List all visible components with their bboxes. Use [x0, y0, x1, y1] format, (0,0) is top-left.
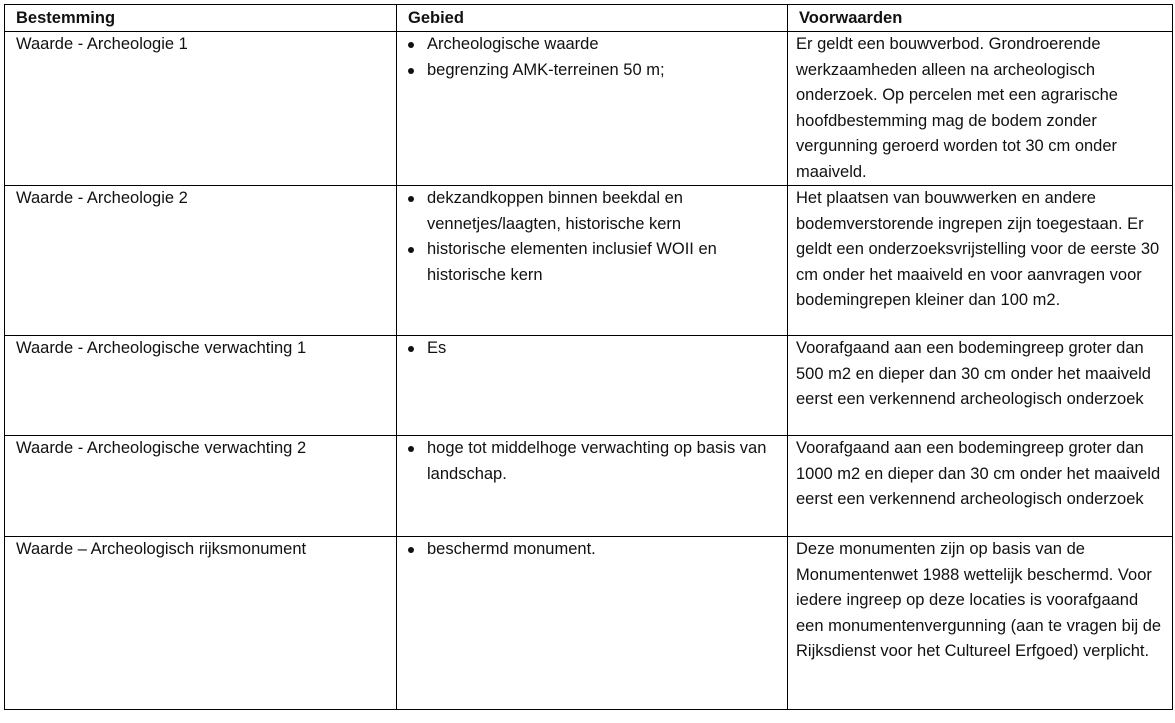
gebied-item: dekzandkoppen binnen beekdal en vennetjes/laagten, historische kern [408, 186, 781, 237]
gebied-item: historische elementen inclusief WOII en historische kern [408, 237, 781, 288]
cell-voorwaarden: Er geldt een bouwverbod. Grondroerende werkzaamheden alleen na archeologisch onderzoek. Op percelen met een agrarische hoofdbestemming mag de bodem zonder vergunning geroerd worden tot 30 cm onder maaiveld. [788, 32, 1173, 186]
header-bestemming: Bestemming [5, 5, 397, 32]
cell-bestemming: Waarde - Archeologische verwachting 2 [5, 436, 397, 537]
cell-gebied [397, 336, 788, 436]
cell-voorwaarden: Het plaatsen van bouwwerken en andere bodemverstorende ingrepen zijn toegestaan. Er geldt een onderzoeksvrijstelling voor de eerste 30 cm onder het maaiveld en voor aanvragen voor bodemingrepen kleiner dan 100 m2. [788, 186, 1173, 336]
bestemmingen-table [4, 4, 1173, 710]
cell-voorwaarden: Deze monumenten zijn op basis van de Monumentenwet 1988 wettelijk beschermd. Voor iedere ingreep op deze locaties is voorafgaand een monumentenvergunning (aan te vragen bij de Rijksdienst voor het Cultureel Erfgoed) verplicht. [788, 537, 1173, 710]
cell-voorwaarden: Voorafgaand aan een bodemingreep groter dan 500 m2 en dieper dan 30 cm onder het maaiveld eerst een verkennend archeologisch onderzoek [788, 336, 1173, 436]
gebied-item: hoge tot middelhoge verwachting op basis van landschap. [408, 436, 781, 487]
gebied-item: Archeologische waarde [408, 32, 781, 58]
table-row [5, 336, 1173, 436]
gebied-item: Es [408, 336, 781, 362]
header-gebied: Gebied [397, 5, 788, 32]
gebied-list [408, 336, 781, 362]
table-row [5, 32, 1173, 186]
cell-bestemming: Waarde - Archeologische verwachting 1 [5, 336, 397, 436]
table-row [5, 186, 1173, 336]
cell-voorwaarden: Voorafgaand aan een bodemingreep groter dan 1000 m2 en dieper dan 30 cm onder het maaiveld eerst een verkennend archeologisch onderzoek [788, 436, 1173, 537]
table-row [5, 436, 1173, 537]
table-row [5, 537, 1173, 710]
gebied-list [408, 186, 781, 288]
cell-bestemming: Waarde - Archeologie 1 [5, 32, 397, 186]
gebied-list [408, 32, 781, 83]
gebied-item: begrenzing AMK-terreinen 50 m; [408, 58, 781, 84]
cell-bestemming: Waarde – Archeologisch rijksmonument [5, 537, 397, 710]
header-voorwaarden: Voorwaarden [788, 5, 1173, 32]
cell-bestemming: Waarde - Archeologie 2 [5, 186, 397, 336]
gebied-list [408, 537, 781, 563]
gebied-item: beschermd monument. [408, 537, 781, 563]
cell-gebied [397, 537, 788, 710]
cell-gebied [397, 32, 788, 186]
cell-gebied [397, 186, 788, 336]
gebied-list [408, 436, 781, 487]
cell-gebied [397, 436, 788, 537]
table-header-row [5, 5, 1173, 32]
